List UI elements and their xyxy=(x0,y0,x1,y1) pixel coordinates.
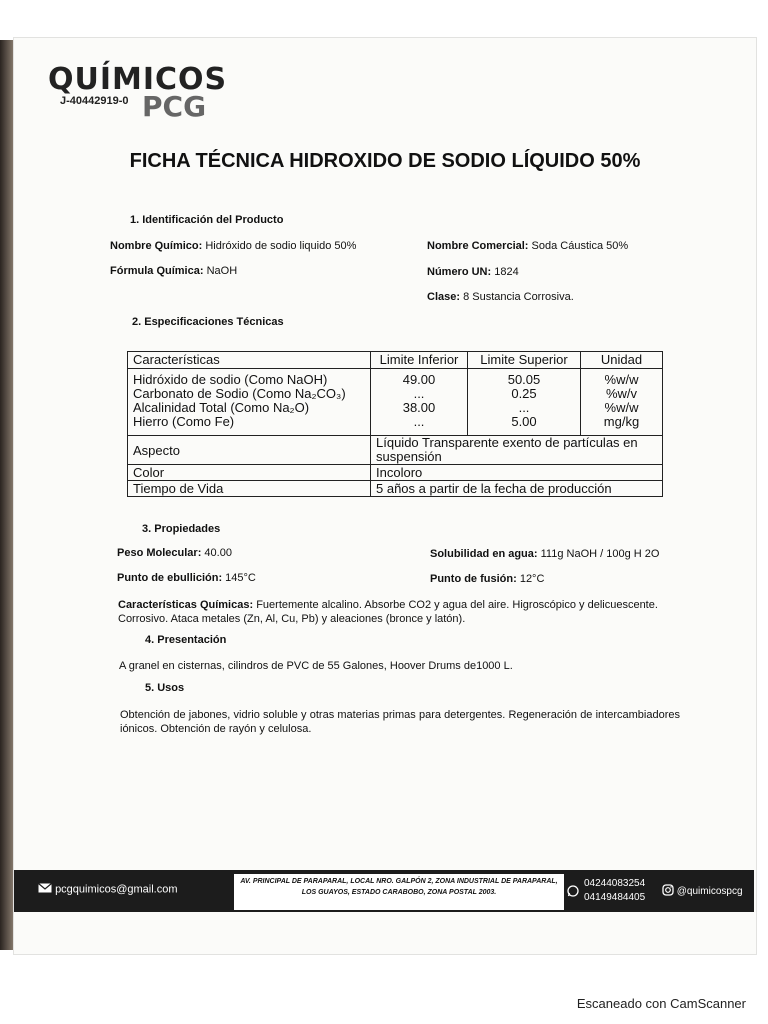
chem-name: Alcalinidad Total (Como Na₂O) xyxy=(133,400,310,415)
section-heading-usos: 5. Usos xyxy=(145,682,185,694)
punto-ebullicion: Punto de ebullición: 145°C xyxy=(117,572,256,584)
table-header-row xyxy=(128,352,663,369)
col-unidad: Unidad xyxy=(581,352,663,369)
chem-min: 38.00 xyxy=(402,400,436,415)
section-heading-propiedades: 3. Propiedades xyxy=(142,523,221,535)
punto-fusion: Punto de fusión: 12°C xyxy=(430,573,545,585)
table-row-color xyxy=(128,465,663,481)
chem-max: 5.00 xyxy=(511,414,537,429)
table-row-tiempo-vida xyxy=(128,481,663,497)
col-caracteristicas: Características xyxy=(128,352,371,369)
table-row-aspecto xyxy=(128,436,663,465)
aspecto-label: Aspecto xyxy=(128,436,371,465)
caracteristicas-quimicas: Características Químicas: Fuertemente alcalino. Absorbe CO2 y agua del aire. Higroscópico y delicuescente. Corrosivo. Ataca metales (Zn, Al, Cu, Pb) y aleaciones (bronce y latón). xyxy=(118,599,658,625)
usos-text: Obtención de jabones, vidrio soluble y otras materias primas para detergentes. Regeneración de intercambiadores iónicos. Obtención de rayón y celulosa. xyxy=(120,709,680,735)
chem-max: 0.25 xyxy=(511,386,537,401)
rif-number: J-40442919-0 xyxy=(60,95,129,107)
chem-min-cell xyxy=(371,369,468,436)
nombre-comercial: Nombre Comercial: Soda Cáustica 50% xyxy=(427,240,629,252)
footer-address: AV. PRINCIPAL DE PARAPARAL, LOCAL NRO. GALPÓN 2, ZONA INDUSTRIAL DE PARAPARAL, LOS GUAYOS, ESTADO CARABOBO, ZONA POSTAL 2003. xyxy=(234,874,564,910)
chem-min: ... xyxy=(413,386,425,401)
nombre-quimico: Nombre Químico: Hidróxido de sodio liquido 50% xyxy=(110,240,357,252)
solubilidad: Solubilidad en agua: 111g NaOH / 100g H 2O xyxy=(430,548,660,560)
presentacion-text: A granel en cisternas, cilindros de PVC de 55 Galones, Hoover Drums de1000 L. xyxy=(119,660,513,672)
scan-shadow-edge xyxy=(0,40,14,950)
logo-brand: PCG xyxy=(142,90,207,123)
chem-max: ... xyxy=(518,400,530,415)
vida-value: 5 años a partir de la fecha de producción xyxy=(371,481,663,497)
col-limite-inferior: Limite Inferior xyxy=(371,352,468,369)
document-footer xyxy=(14,870,754,912)
camscanner-watermark: Escaneado con CamScanner xyxy=(576,996,746,1011)
chem-min: 49.00 xyxy=(402,372,436,387)
chem-names-cell xyxy=(128,369,371,436)
formula-quimica: Fórmula Química: NaOH xyxy=(110,265,238,277)
chem-unit: %w/w xyxy=(604,372,639,387)
chem-unit-cell xyxy=(581,369,663,436)
chem-name: Carbonato de Sodio (Como Na₂CO₃) xyxy=(133,386,346,401)
document-page xyxy=(14,38,756,954)
specifications-table xyxy=(127,351,663,497)
aspecto-value: Líquido Transparente exento de partículas en suspensión xyxy=(371,436,663,465)
instagram-icon xyxy=(662,884,674,899)
chem-max: 50.05 xyxy=(507,372,541,387)
table-row-chemicals xyxy=(128,369,663,436)
chem-max-cell xyxy=(468,369,581,436)
envelope-icon xyxy=(38,883,52,896)
whatsapp-icon xyxy=(567,885,579,902)
chem-unit: %w/w xyxy=(604,400,639,415)
document-title: FICHA TÉCNICA HIDROXIDO DE SODIO LÍQUIDO 50% xyxy=(129,150,641,172)
section-heading-identificacion: 1. Identificación del Producto xyxy=(130,214,284,226)
footer-instagram: @quimicospcg xyxy=(662,884,743,899)
company-logo xyxy=(48,62,228,123)
footer-email: pcgquimicos@gmail.com xyxy=(38,883,178,896)
color-value: Incoloro xyxy=(371,465,663,481)
section-heading-especificaciones: 2. Especificaciones Técnicas xyxy=(132,316,284,328)
chem-name: Hierro (Como Fe) xyxy=(133,414,235,429)
phone-1: 04244083254 xyxy=(584,878,646,889)
col-limite-superior: Limite Superior xyxy=(468,352,581,369)
chem-min: ... xyxy=(413,414,425,429)
peso-molecular: Peso Molecular: 40.00 xyxy=(117,547,232,559)
chem-unit: mg/kg xyxy=(603,414,640,429)
logo-word: QUÍMICOS xyxy=(48,62,228,97)
chem-unit: %w/v xyxy=(605,386,638,401)
numero-un: Número UN: 1824 xyxy=(427,266,519,278)
footer-phones xyxy=(584,877,645,905)
color-label: Color xyxy=(128,465,371,481)
section-heading-presentacion: 4. Presentación xyxy=(145,634,227,646)
clase: Clase: 8 Sustancia Corrosiva. xyxy=(427,291,574,303)
phone-2: 04149484405 xyxy=(584,892,646,903)
vida-label: Tiempo de Vida xyxy=(128,481,371,497)
chem-name: Hidróxido de sodio (Como NaOH) xyxy=(133,372,328,387)
